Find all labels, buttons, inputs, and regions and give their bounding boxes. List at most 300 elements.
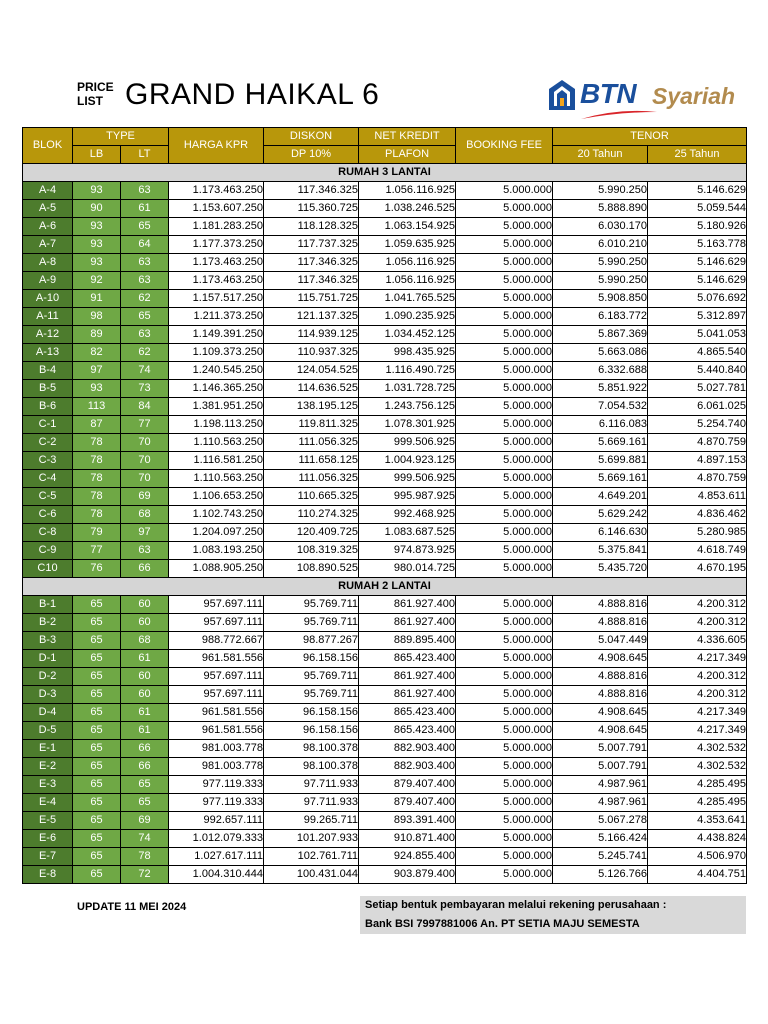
cell-blok: E-3: [23, 776, 73, 794]
cell-lt: 65: [121, 794, 169, 812]
cell-lb: 78: [73, 434, 121, 452]
cell-plafon: 910.871.400: [359, 830, 456, 848]
cell-blok: E-8: [23, 866, 73, 884]
cell-plafon: 861.927.400: [359, 614, 456, 632]
cell-plafon: 861.927.400: [359, 668, 456, 686]
cell-harga-kpr: 957.697.111: [169, 686, 264, 704]
cell-harga-kpr: 1.149.391.250: [169, 326, 264, 344]
cell-plafon: 1.004.923.125: [359, 452, 456, 470]
price-list-label-line: LIST: [77, 94, 103, 108]
cell-plafon: 879.407.400: [359, 794, 456, 812]
cell-booking-fee: 5.000.000: [456, 182, 553, 200]
cell-lt: 63: [121, 272, 169, 290]
cell-tenor-25: 4.217.349: [648, 704, 747, 722]
cell-harga-kpr: 1.173.463.250: [169, 182, 264, 200]
cell-plafon: 1.056.116.925: [359, 272, 456, 290]
col-blok: BLOK: [23, 128, 73, 164]
cell-lb: 92: [73, 272, 121, 290]
cell-plafon: 1.059.635.925: [359, 236, 456, 254]
cell-blok: A-5: [23, 200, 73, 218]
table-row: [23, 290, 747, 308]
cell-lt: 66: [121, 758, 169, 776]
cell-lt: 69: [121, 488, 169, 506]
swoosh-icon: [579, 108, 659, 120]
cell-lb: 79: [73, 524, 121, 542]
cell-dp: 117.346.325: [264, 182, 359, 200]
cell-blok: B-4: [23, 362, 73, 380]
cell-booking-fee: 5.000.000: [456, 794, 553, 812]
cell-booking-fee: 5.000.000: [456, 326, 553, 344]
cell-harga-kpr: 1.083.193.250: [169, 542, 264, 560]
cell-lt: 65: [121, 776, 169, 794]
cell-harga-kpr: 1.106.653.250: [169, 488, 264, 506]
cell-lt: 97: [121, 524, 169, 542]
cell-dp: 98.877.267: [264, 632, 359, 650]
price-list-label-line: PRICE: [77, 80, 114, 94]
cell-tenor-20: 5.007.791: [553, 758, 648, 776]
cell-tenor-20: 5.990.250: [553, 182, 648, 200]
cell-plafon: 865.423.400: [359, 650, 456, 668]
cell-tenor-20: 5.629.242: [553, 506, 648, 524]
cell-lb: 78: [73, 488, 121, 506]
cell-lt: 74: [121, 362, 169, 380]
table-row: [23, 650, 747, 668]
cell-blok: B-6: [23, 398, 73, 416]
cell-lb: 78: [73, 452, 121, 470]
cell-lt: 60: [121, 596, 169, 614]
cell-harga-kpr: 961.581.556: [169, 722, 264, 740]
cell-tenor-20: 5.851.922: [553, 380, 648, 398]
cell-blok: C-2: [23, 434, 73, 452]
cell-dp: 111.056.325: [264, 434, 359, 452]
cell-booking-fee: 5.000.000: [456, 776, 553, 794]
cell-blok: C-5: [23, 488, 73, 506]
cell-plafon: 992.468.925: [359, 506, 456, 524]
cell-tenor-25: 4.404.751: [648, 866, 747, 884]
cell-booking-fee: 5.000.000: [456, 596, 553, 614]
section-row: [23, 164, 747, 182]
table-row: [23, 218, 747, 236]
cell-booking-fee: 5.000.000: [456, 524, 553, 542]
cell-blok: A-10: [23, 290, 73, 308]
cell-lb: 78: [73, 470, 121, 488]
cell-dp: 117.346.325: [264, 272, 359, 290]
cell-dp: 108.319.325: [264, 542, 359, 560]
cell-dp: 97.711.933: [264, 794, 359, 812]
col-diskon: DISKON: [264, 128, 359, 146]
cell-lb: 65: [73, 668, 121, 686]
cell-tenor-25: 4.217.349: [648, 650, 747, 668]
cell-harga-kpr: 988.772.667: [169, 632, 264, 650]
cell-harga-kpr: 957.697.111: [169, 614, 264, 632]
col-harga-kpr: HARGA KPR: [169, 128, 264, 164]
col-net-kredit: NET KREDIT: [359, 128, 456, 146]
cell-blok: E-5: [23, 812, 73, 830]
cell-blok: D-3: [23, 686, 73, 704]
cell-lb: 90: [73, 200, 121, 218]
cell-lb: 97: [73, 362, 121, 380]
table-row: [23, 758, 747, 776]
cell-blok: B-5: [23, 380, 73, 398]
cell-tenor-20: 5.990.250: [553, 254, 648, 272]
cell-lb: 65: [73, 704, 121, 722]
cell-lb: 91: [73, 290, 121, 308]
table-row: [23, 776, 747, 794]
cell-plafon: 1.034.452.125: [359, 326, 456, 344]
cell-blok: C10: [23, 560, 73, 578]
cell-lt: 62: [121, 344, 169, 362]
cell-plafon: 865.423.400: [359, 722, 456, 740]
cell-tenor-20: 4.888.816: [553, 668, 648, 686]
cell-lb: 82: [73, 344, 121, 362]
cell-booking-fee: 5.000.000: [456, 380, 553, 398]
cell-booking-fee: 5.000.000: [456, 272, 553, 290]
cell-lb: 93: [73, 218, 121, 236]
cell-lt: 69: [121, 812, 169, 830]
table-row: [23, 542, 747, 560]
cell-booking-fee: 5.000.000: [456, 416, 553, 434]
col-tenor-25: 25 Tahun: [648, 146, 747, 164]
cell-plafon: 861.927.400: [359, 596, 456, 614]
cell-tenor-20: 4.908.645: [553, 650, 648, 668]
cell-tenor-25: 5.254.740: [648, 416, 747, 434]
cell-harga-kpr: 1.004.310.444: [169, 866, 264, 884]
table-row: [23, 272, 747, 290]
col-lb: LB: [73, 146, 121, 164]
cell-tenor-25: 4.200.312: [648, 686, 747, 704]
table-row: [23, 344, 747, 362]
cell-harga-kpr: 1.173.463.250: [169, 254, 264, 272]
cell-lb: 65: [73, 758, 121, 776]
cell-tenor-20: 6.010.210: [553, 236, 648, 254]
cell-lb: 93: [73, 380, 121, 398]
cell-booking-fee: 5.000.000: [456, 254, 553, 272]
table-row: [23, 740, 747, 758]
logo-brand: BTN: [580, 78, 637, 109]
cell-booking-fee: 5.000.000: [456, 218, 553, 236]
cell-booking-fee: 5.000.000: [456, 830, 553, 848]
cell-dp: 138.195.125: [264, 398, 359, 416]
cell-tenor-25: 5.146.629: [648, 182, 747, 200]
cell-lb: 65: [73, 740, 121, 758]
cell-tenor-25: 6.061.025: [648, 398, 747, 416]
cell-booking-fee: 5.000.000: [456, 704, 553, 722]
cell-blok: C-6: [23, 506, 73, 524]
cell-plafon: 865.423.400: [359, 704, 456, 722]
section-title: RUMAH 2 LANTAI: [23, 578, 747, 596]
cell-lt: 60: [121, 614, 169, 632]
table-row: [23, 200, 747, 218]
cell-harga-kpr: 957.697.111: [169, 668, 264, 686]
cell-lt: 66: [121, 740, 169, 758]
cell-lb: 65: [73, 812, 121, 830]
table-row: [23, 560, 747, 578]
logo-sub-brand: Syariah: [652, 83, 736, 109]
cell-tenor-25: 4.506.970: [648, 848, 747, 866]
cell-blok: C-1: [23, 416, 73, 434]
table-row: [23, 452, 747, 470]
table-row: [23, 182, 747, 200]
cell-plafon: 882.903.400: [359, 758, 456, 776]
cell-tenor-20: 5.067.278: [553, 812, 648, 830]
cell-lb: 65: [73, 848, 121, 866]
cell-harga-kpr: 1.381.951.250: [169, 398, 264, 416]
cell-blok: D-2: [23, 668, 73, 686]
cell-plafon: 1.056.116.925: [359, 182, 456, 200]
cell-tenor-20: 5.375.841: [553, 542, 648, 560]
cell-tenor-25: 4.853.611: [648, 488, 747, 506]
cell-lb: 65: [73, 632, 121, 650]
cell-dp: 110.274.325: [264, 506, 359, 524]
cell-tenor-25: 4.217.349: [648, 722, 747, 740]
cell-dp: 110.665.325: [264, 488, 359, 506]
table-row: [23, 434, 747, 452]
cell-plafon: 999.506.925: [359, 470, 456, 488]
cell-blok: C-8: [23, 524, 73, 542]
cell-plafon: 1.083.687.525: [359, 524, 456, 542]
cell-dp: 97.711.933: [264, 776, 359, 794]
cell-tenor-20: 6.183.772: [553, 308, 648, 326]
table-row: [23, 794, 747, 812]
house-shield-icon: [549, 80, 575, 110]
cell-dp: 96.158.156: [264, 704, 359, 722]
cell-lt: 73: [121, 380, 169, 398]
cell-lb: 78: [73, 506, 121, 524]
cell-dp: 114.636.525: [264, 380, 359, 398]
col-booking-fee: BOOKING FEE: [456, 128, 553, 164]
cell-booking-fee: 5.000.000: [456, 200, 553, 218]
cell-lb: 65: [73, 596, 121, 614]
cell-blok: E-2: [23, 758, 73, 776]
cell-tenor-25: 5.041.053: [648, 326, 747, 344]
cell-tenor-20: 4.649.201: [553, 488, 648, 506]
table-row: [23, 416, 747, 434]
table-row: [23, 488, 747, 506]
cell-blok: D-4: [23, 704, 73, 722]
cell-lb: 65: [73, 830, 121, 848]
col-tenor-20: 20 Tahun: [553, 146, 648, 164]
cell-blok: E-4: [23, 794, 73, 812]
cell-lt: 61: [121, 650, 169, 668]
cell-blok: C-4: [23, 470, 73, 488]
cell-lt: 68: [121, 506, 169, 524]
table-row: [23, 848, 747, 866]
table-row: [23, 866, 747, 884]
cell-booking-fee: 5.000.000: [456, 848, 553, 866]
cell-booking-fee: 5.000.000: [456, 236, 553, 254]
document-title: GRAND HAIKAL 6: [125, 78, 380, 111]
cell-harga-kpr: 1.146.365.250: [169, 380, 264, 398]
cell-tenor-25: 4.285.495: [648, 776, 747, 794]
cell-dp: 95.769.711: [264, 596, 359, 614]
cell-booking-fee: 5.000.000: [456, 434, 553, 452]
cell-plafon: 1.116.490.725: [359, 362, 456, 380]
cell-dp: 99.265.711: [264, 812, 359, 830]
cell-harga-kpr: 1.177.373.250: [169, 236, 264, 254]
cell-harga-kpr: 961.581.556: [169, 650, 264, 668]
cell-lb: 93: [73, 254, 121, 272]
cell-dp: 98.100.378: [264, 758, 359, 776]
cell-lt: 64: [121, 236, 169, 254]
cell-tenor-25: 4.302.532: [648, 740, 747, 758]
payment-note-line-1: Setiap bentuk pembayaran melalui rekening perusahaan :: [365, 899, 667, 911]
cell-tenor-20: 5.047.449: [553, 632, 648, 650]
cell-lt: 63: [121, 326, 169, 344]
cell-tenor-20: 5.007.791: [553, 740, 648, 758]
table-row: [23, 668, 747, 686]
cell-dp: 96.158.156: [264, 722, 359, 740]
cell-lt: 61: [121, 704, 169, 722]
cell-blok: A-7: [23, 236, 73, 254]
cell-blok: E-1: [23, 740, 73, 758]
table-row: [23, 398, 747, 416]
cell-plafon: 1.041.765.525: [359, 290, 456, 308]
cell-lt: 60: [121, 668, 169, 686]
table-row: [23, 704, 747, 722]
cell-booking-fee: 5.000.000: [456, 650, 553, 668]
col-tenor: TENOR: [553, 128, 747, 146]
table-row: [23, 830, 747, 848]
cell-booking-fee: 5.000.000: [456, 344, 553, 362]
table-row: [23, 686, 747, 704]
cell-tenor-20: 6.146.630: [553, 524, 648, 542]
col-lt: LT: [121, 146, 169, 164]
cell-booking-fee: 5.000.000: [456, 308, 553, 326]
table-row: [23, 470, 747, 488]
cell-plafon: 1.056.116.925: [359, 254, 456, 272]
section-row: [23, 578, 747, 596]
cell-harga-kpr: 1.088.905.250: [169, 560, 264, 578]
cell-dp: 96.158.156: [264, 650, 359, 668]
cell-blok: C-9: [23, 542, 73, 560]
cell-dp: 95.769.711: [264, 614, 359, 632]
cell-harga-kpr: 1.157.517.250: [169, 290, 264, 308]
cell-harga-kpr: 1.102.743.250: [169, 506, 264, 524]
cell-dp: 101.207.933: [264, 830, 359, 848]
cell-tenor-25: 5.440.840: [648, 362, 747, 380]
cell-blok: A-13: [23, 344, 73, 362]
cell-tenor-25: 4.438.824: [648, 830, 747, 848]
cell-tenor-20: 6.332.688: [553, 362, 648, 380]
table-row: [23, 506, 747, 524]
cell-tenor-25: 4.865.540: [648, 344, 747, 362]
cell-booking-fee: 5.000.000: [456, 866, 553, 884]
cell-tenor-25: 5.146.629: [648, 272, 747, 290]
cell-booking-fee: 5.000.000: [456, 290, 553, 308]
table-row: [23, 308, 747, 326]
table-row: [23, 362, 747, 380]
cell-tenor-25: 4.200.312: [648, 596, 747, 614]
cell-dp: 102.761.711: [264, 848, 359, 866]
cell-blok: E-6: [23, 830, 73, 848]
payment-note: [360, 896, 746, 934]
cell-dp: 115.360.725: [264, 200, 359, 218]
cell-booking-fee: 5.000.000: [456, 614, 553, 632]
cell-tenor-20: 4.888.816: [553, 596, 648, 614]
cell-blok: B-1: [23, 596, 73, 614]
cell-plafon: 893.391.400: [359, 812, 456, 830]
col-type: TYPE: [73, 128, 169, 146]
update-date: UPDATE 11 MEI 2024: [77, 901, 187, 913]
cell-lt: 68: [121, 632, 169, 650]
cell-blok: B-3: [23, 632, 73, 650]
cell-harga-kpr: 977.119.333: [169, 794, 264, 812]
cell-plafon: 924.855.400: [359, 848, 456, 866]
cell-booking-fee: 5.000.000: [456, 668, 553, 686]
section-title: RUMAH 3 LANTAI: [23, 164, 747, 182]
price-list-label: [77, 80, 114, 108]
cell-booking-fee: 5.000.000: [456, 488, 553, 506]
cell-plafon: 980.014.725: [359, 560, 456, 578]
cell-booking-fee: 5.000.000: [456, 758, 553, 776]
payment-note-line-2: Bank BSI 7997881006 An. PT SETIA MAJU SEMESTA: [365, 918, 640, 930]
table-row: [23, 236, 747, 254]
cell-tenor-25: 4.336.605: [648, 632, 747, 650]
cell-plafon: 995.987.925: [359, 488, 456, 506]
cell-plafon: 1.078.301.925: [359, 416, 456, 434]
cell-harga-kpr: 1.181.283.250: [169, 218, 264, 236]
cell-tenor-20: 4.987.961: [553, 794, 648, 812]
cell-lb: 76: [73, 560, 121, 578]
cell-tenor-25: 4.870.759: [648, 470, 747, 488]
cell-lb: 113: [73, 398, 121, 416]
cell-booking-fee: 5.000.000: [456, 362, 553, 380]
cell-blok: A-8: [23, 254, 73, 272]
cell-blok: A-6: [23, 218, 73, 236]
cell-harga-kpr: 992.657.111: [169, 812, 264, 830]
cell-booking-fee: 5.000.000: [456, 398, 553, 416]
cell-lt: 84: [121, 398, 169, 416]
cell-lt: 63: [121, 182, 169, 200]
cell-tenor-25: 4.836.462: [648, 506, 747, 524]
cell-plafon: 861.927.400: [359, 686, 456, 704]
cell-dp: 108.890.525: [264, 560, 359, 578]
btn-syariah-logo: [549, 80, 749, 122]
cell-harga-kpr: 1.153.607.250: [169, 200, 264, 218]
cell-blok: E-7: [23, 848, 73, 866]
cell-lt: 74: [121, 830, 169, 848]
cell-tenor-20: 5.435.720: [553, 560, 648, 578]
cell-lt: 62: [121, 290, 169, 308]
cell-harga-kpr: 977.119.333: [169, 776, 264, 794]
cell-plafon: 1.031.728.725: [359, 380, 456, 398]
cell-harga-kpr: 1.109.373.250: [169, 344, 264, 362]
cell-tenor-20: 5.888.890: [553, 200, 648, 218]
cell-lb: 65: [73, 614, 121, 632]
cell-booking-fee: 5.000.000: [456, 560, 553, 578]
cell-plafon: 882.903.400: [359, 740, 456, 758]
cell-harga-kpr: 1.211.373.250: [169, 308, 264, 326]
cell-dp: 118.128.325: [264, 218, 359, 236]
cell-tenor-20: 5.867.369: [553, 326, 648, 344]
cell-tenor-25: 5.059.544: [648, 200, 747, 218]
cell-dp: 117.737.325: [264, 236, 359, 254]
cell-lt: 63: [121, 542, 169, 560]
cell-booking-fee: 5.000.000: [456, 722, 553, 740]
cell-harga-kpr: 957.697.111: [169, 596, 264, 614]
cell-dp: 119.811.325: [264, 416, 359, 434]
cell-lt: 77: [121, 416, 169, 434]
cell-lt: 65: [121, 308, 169, 326]
cell-harga-kpr: 1.116.581.250: [169, 452, 264, 470]
cell-lb: 65: [73, 866, 121, 884]
cell-lb: 77: [73, 542, 121, 560]
table-row: [23, 632, 747, 650]
cell-harga-kpr: 1.027.617.111: [169, 848, 264, 866]
cell-lt: 60: [121, 686, 169, 704]
cell-harga-kpr: 1.110.563.250: [169, 470, 264, 488]
cell-dp: 124.054.525: [264, 362, 359, 380]
